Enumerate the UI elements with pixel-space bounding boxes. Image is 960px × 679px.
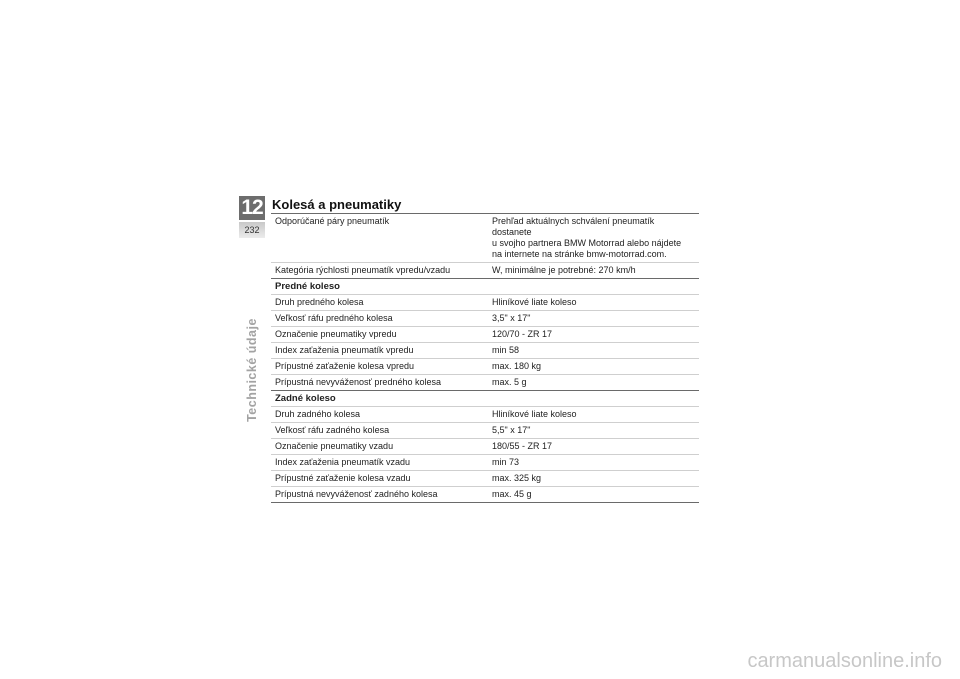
row-label: Druh predného kolesa	[271, 295, 488, 311]
row-label: Prípustné zaťaženie kolesa vpredu	[271, 359, 488, 375]
row-label: Označenie pneumatiky vzadu	[271, 439, 488, 455]
row-label: Prípustná nevyváženosť zadného kolesa	[271, 487, 488, 503]
table-row	[271, 439, 699, 455]
row-value: W, minimálne je potrebné: 270 km/h	[488, 263, 699, 279]
table-row	[271, 423, 699, 439]
row-label: Označenie pneumatiky vpredu	[271, 327, 488, 343]
specs-table	[271, 213, 699, 503]
row-value: max. 180 kg	[488, 359, 699, 375]
table-row	[271, 375, 699, 391]
row-label: Index zaťaženia pneumatík vzadu	[271, 455, 488, 471]
row-label: Prípustné zaťaženie kolesa vzadu	[271, 471, 488, 487]
row-value: min 58	[488, 343, 699, 359]
table-row	[271, 263, 699, 279]
table-row	[271, 487, 699, 503]
row-label: Odporúčané páry pneumatík	[271, 214, 488, 263]
rear-wheel-heading: Zadné koleso	[271, 391, 699, 407]
row-label: Veľkosť ráfu zadného kolesa	[271, 423, 488, 439]
watermark: carmanualsonline.info	[747, 650, 942, 672]
section-heading-row	[271, 279, 699, 295]
section-heading-row	[271, 391, 699, 407]
row-value: Hliníkové liate koleso	[488, 295, 699, 311]
table-row	[271, 327, 699, 343]
row-value: max. 5 g	[488, 375, 699, 391]
table-row	[271, 471, 699, 487]
row-value: 5,5" x 17"	[488, 423, 699, 439]
row-value: 3,5" x 17"	[488, 311, 699, 327]
chapter-number: 12	[239, 196, 265, 220]
row-label: Index zaťaženia pneumatík vpredu	[271, 343, 488, 359]
table-row	[271, 359, 699, 375]
chapter-marker	[239, 196, 265, 238]
page-number: 232	[239, 220, 265, 238]
row-value: max. 45 g	[488, 487, 699, 503]
row-label: Prípustná nevyváženosť predného kolesa	[271, 375, 488, 391]
table-row	[271, 455, 699, 471]
table-row	[271, 311, 699, 327]
row-label: Kategória rýchlosti pneumatík vpredu/vzadu	[271, 263, 488, 279]
table-row	[271, 343, 699, 359]
page-title: Kolesá a pneumatiky	[272, 197, 402, 212]
row-label: Veľkosť ráfu predného kolesa	[271, 311, 488, 327]
table-row	[271, 295, 699, 311]
row-value: max. 325 kg	[488, 471, 699, 487]
row-value: min 73	[488, 455, 699, 471]
section-label: Technické údaje	[245, 318, 259, 422]
row-value: 120/70 - ZR 17	[488, 327, 699, 343]
row-value: Hliníkové liate koleso	[488, 407, 699, 423]
row-value: Prehľad aktuálnych schválení pneumatík dostanete u svojho partnera BMW Motorrad alebo nájdete na internete na stránke bmw-motorrad.com.	[488, 214, 699, 263]
table-row	[271, 214, 699, 263]
row-value: 180/55 - ZR 17	[488, 439, 699, 455]
table-row	[271, 407, 699, 423]
front-wheel-heading: Predné koleso	[271, 279, 699, 295]
row-label: Druh zadného kolesa	[271, 407, 488, 423]
